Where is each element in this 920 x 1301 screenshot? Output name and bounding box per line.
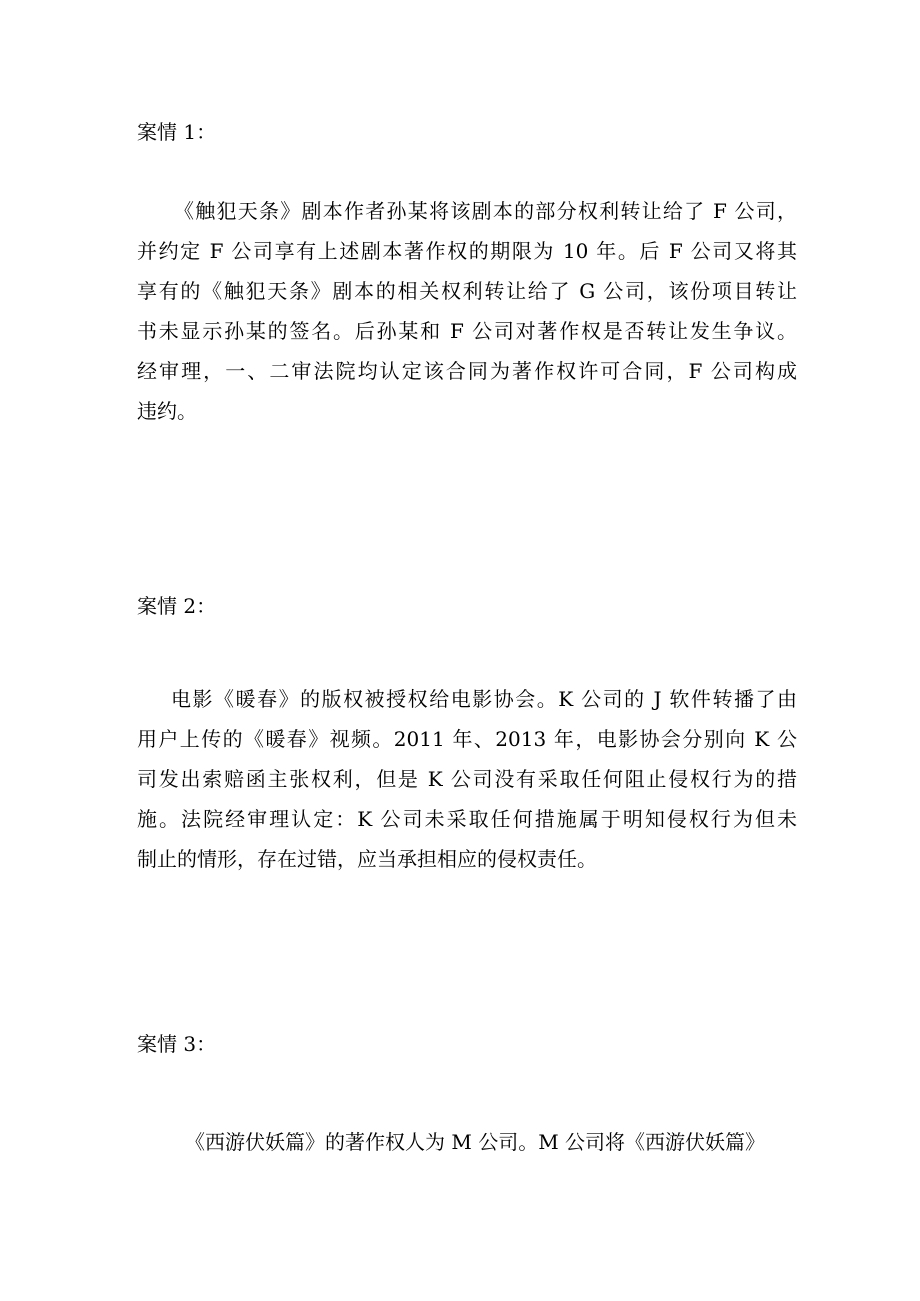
case-1-line-5: 经审理，一、二审法院均认定该合同为著作权许可合同，F 公司构成 (137, 359, 797, 383)
case-2-line-2: 用户上传的《暖春》视频。2011 年、2013 年，电影协会分别向 K 公 (137, 727, 797, 751)
case-2-line-1: 电影《暖春》的版权被授权给电影协会。K 公司的 J 软件转播了由 (171, 687, 797, 711)
case-1-line-3: 享有的《触犯天条》剧本的相关权利转让给了 G 公司，该份项目转让 (137, 279, 797, 303)
case-1-line-2: 并约定 F 公司享有上述剧本著作权的期限为 10 年。后 F 公司又将其 (137, 239, 797, 263)
case-1-line-4: 书未显示孙某的签名。后孙某和 F 公司对著作权是否转让发生争议。 (137, 319, 797, 343)
case-2-heading: 案情 2： (137, 594, 217, 618)
case-3-paragraph (137, 1122, 797, 1162)
case-2-line-4: 施。法院经审理认定：K 公司未采取任何措施属于明知侵权行为但未 (137, 807, 797, 831)
case-1-line-6: 违约。 (137, 399, 197, 423)
case-3-line-1: 《西游伏妖篇》的著作权人为 M 公司。M 公司将《西游伏妖篇》 (185, 1130, 766, 1154)
case-1-line-1: 《触犯天条》剧本作者孙某将该剧本的部分权利转让给了 F 公司， (174, 199, 797, 223)
case-3-heading: 案情 3： (137, 1032, 217, 1056)
case-2-line-5: 制止的情形，存在过错，应当承担相应的侵权责任。 (137, 847, 597, 871)
case-1-heading: 案情 1： (137, 120, 217, 144)
case-1-paragraph (137, 191, 797, 431)
case-2-line-3: 司发出索赔函主张权利，但是 K 公司没有采取任何阻止侵权行为的措 (137, 767, 797, 791)
case-2-paragraph (137, 679, 797, 879)
